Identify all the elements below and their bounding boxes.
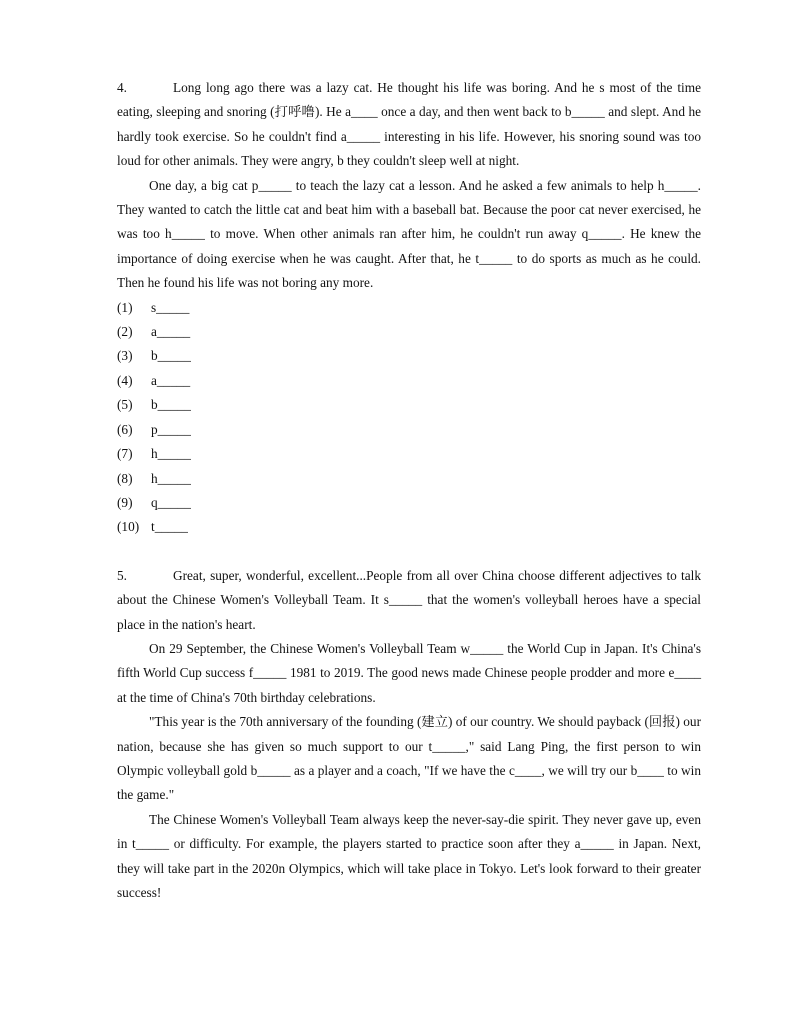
- q4-paragraph-1-text: Long long ago there was a lazy cat. He thought his life was boring. And he s most of the time eating, sleeping and snoring (打呼噜). He a____ once a day, and then went back to b_____ and slept. And he hardly took exercise. So he couldn't find a_____ interesting in his life. However, his snoring sound was too loud for other animals. They were angry, b they couldn't sleep well at night.: [117, 80, 701, 169]
- answer-blank[interactable]: a_____: [151, 372, 191, 388]
- answer-number: (10): [117, 519, 140, 535]
- section-spacer: [117, 540, 701, 564]
- q5-paragraph-4: The Chinese Women's Volleyball Team always keep the never-say-die spirit. They never gave up, even in t_____ or difficulty. For example, the players started to practice soon after they a_____ in Japan. Next, they will take part in the 2020n Olympics, which will take place in Tokyo. Let's look forward to their greater success!: [117, 811, 701, 900]
- answer-number: (8): [117, 470, 133, 486]
- answer-number: (4): [117, 372, 133, 388]
- answer-item: [117, 393, 701, 417]
- answer-blank[interactable]: h_____: [151, 446, 191, 462]
- question-4: [117, 76, 701, 540]
- answer-item: [117, 296, 701, 320]
- answer-blank[interactable]: a_____: [151, 324, 191, 340]
- answer-number: (9): [117, 494, 133, 510]
- answer-item: [117, 515, 701, 539]
- q5-number: 5.: [117, 567, 127, 583]
- q4-answer-list: [117, 296, 701, 540]
- question-5: [117, 564, 701, 906]
- answer-item: [117, 442, 701, 466]
- answer-blank[interactable]: s_____: [151, 299, 190, 315]
- answer-blank[interactable]: t_____: [151, 519, 188, 535]
- answer-item: [117, 369, 701, 393]
- answer-blank[interactable]: b_____: [151, 397, 191, 413]
- answer-number: (5): [117, 397, 133, 413]
- answer-item: [117, 491, 701, 515]
- answer-blank[interactable]: b_____: [151, 348, 191, 364]
- answer-blank[interactable]: h_____: [151, 470, 191, 486]
- q5-paragraph-2: On 29 September, the Chinese Women's Volleyball Team w_____ the World Cup in Japan. It's China's fifth World Cup success f_____ 1981 to 2019. The good news made Chinese people prodder and more e____ at the time of China's 70th birthday celebrations.: [117, 640, 701, 705]
- q4-number: 4.: [117, 80, 127, 95]
- q5-paragraph-3: "This year is the 70th anniversary of the founding (建立) of our country. We should payback (回报) our nation, because she has given so much support to our t_____," said Lang Ping, the first person to win Olympic volleyball gold b_____ as a player and a coach, "If we have the c____, we will try our b____ to win the game.": [117, 714, 701, 803]
- answer-number: (2): [117, 324, 133, 340]
- answer-item: [117, 344, 701, 368]
- q5-paragraph-1: [117, 564, 701, 637]
- q5-paragraph-1-text: Great, super, wonderful, excellent...People from all over China choose different adjectives to talk about the Chinese Women's Volleyball Team. It s_____ that the women's volleyball heroes have a special place in the nation's heart.: [117, 567, 701, 632]
- answer-number: (7): [117, 446, 133, 462]
- answer-number: (3): [117, 348, 133, 364]
- q4-paragraph-2: One day, a big cat p_____ to teach the lazy cat a lesson. And he asked a few animals to help h_____. They wanted to catch the little cat and beat him with a baseball bat. Because the poor cat never exercised, he was too h_____ to move. When other animals ran after him, he couldn't run away q_____. He knew the importance of doing exercise when he was caught. After that, he t_____ to do sports as much as he could. Then he found his life was not boring any more.: [117, 177, 701, 291]
- answer-blank[interactable]: p_____: [151, 421, 191, 437]
- document-page: [117, 76, 701, 905]
- answer-number: (6): [117, 421, 133, 437]
- answer-number: (1): [117, 299, 133, 315]
- answer-blank[interactable]: q_____: [151, 494, 191, 510]
- q4-paragraph-1: [117, 76, 701, 174]
- answer-item: [117, 418, 701, 442]
- answer-item: [117, 467, 701, 491]
- answer-item: [117, 320, 701, 344]
